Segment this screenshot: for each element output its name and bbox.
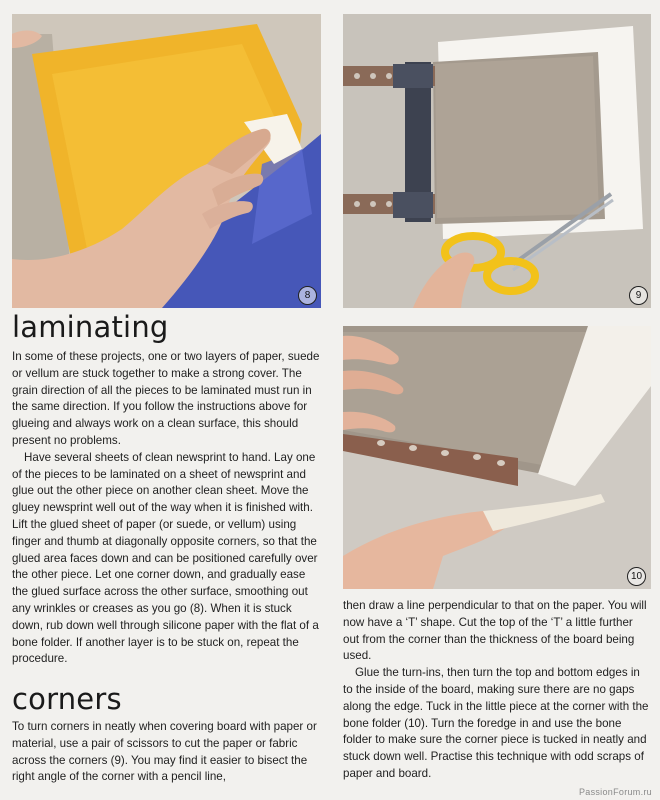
photo-tucking-corner xyxy=(343,326,651,589)
laminating-body xyxy=(12,349,322,668)
laminating-paragraph-1: In some of these projects, one or two layers of paper, suede or vellum are stuck together to make a strong cover. The grain direction of all the pieces to be laminated must run in the same direction. If you follow the instructions above for glueing and always work on a clean surface, this should present no problems. xyxy=(12,350,320,447)
corners-body-right xyxy=(343,598,651,783)
photo-laminating xyxy=(12,14,321,308)
photo-cutting-corners xyxy=(343,14,651,308)
corners-paragraph-2: Glue the turn-ins, then turn the top and bottom edges in to the inside of the board, making sure there are no gaps along the edge. Tuck in the little piece at the corner with the bone folder (10). Turn the foredge in and use the bone folder to make sure the corner piece is tucked in neatly and stuck down well. Practise this technique with odd scraps of paper and board. xyxy=(343,666,649,780)
photo-cutting-corners-illustration xyxy=(343,14,651,308)
section-heading-laminating: laminating xyxy=(12,310,169,344)
corners-paragraph-1: To turn corners in neatly when covering board with paper or material, use a pair of scissors to cut the paper or fabric across the corners (9). You may find it easier to bisect the right angle of the corner with a pencil line, xyxy=(12,720,317,784)
photo-laminating-illustration xyxy=(12,14,321,308)
laminating-paragraph-2: Have several sheets of clean newsprint to hand. Lay one of the pieces to be laminated on a sheet of newsprint and glue out the other piece on another clean sheet. Move the gluey newsprint well out of the way when it is finished with. Lift the glued sheet of paper (or suede, or vellum) using finger and thumb at diagonally opposite corners, so that the glued area faces down and can be positioned carefully over the other piece. Let one corner down, and gradually ease the glued surface across the other surface, smoothing out any wrinkles or creases as you go (8). When it is stuck down, rub down well through silicone paper with the flat of a bone folder. If another layer is to be stuck on, repeat the procedure. xyxy=(12,450,319,666)
figure-number-8: 8 xyxy=(298,286,317,305)
section-heading-corners: corners xyxy=(12,682,122,716)
corners-paragraph-1-continued: then draw a line perpendicular to that on the paper. You will now have a ‘T’ shape. Cut the top of the ‘T’ a little further out from the corner than the thickness of the board being used. xyxy=(343,599,647,663)
watermark: PassionForum.ru xyxy=(578,787,652,797)
corners-body-left xyxy=(12,719,322,786)
figure-number-10: 10 xyxy=(627,567,646,586)
figure-number-9: 9 xyxy=(629,286,648,305)
photo-tucking-corner-illustration xyxy=(343,326,651,589)
